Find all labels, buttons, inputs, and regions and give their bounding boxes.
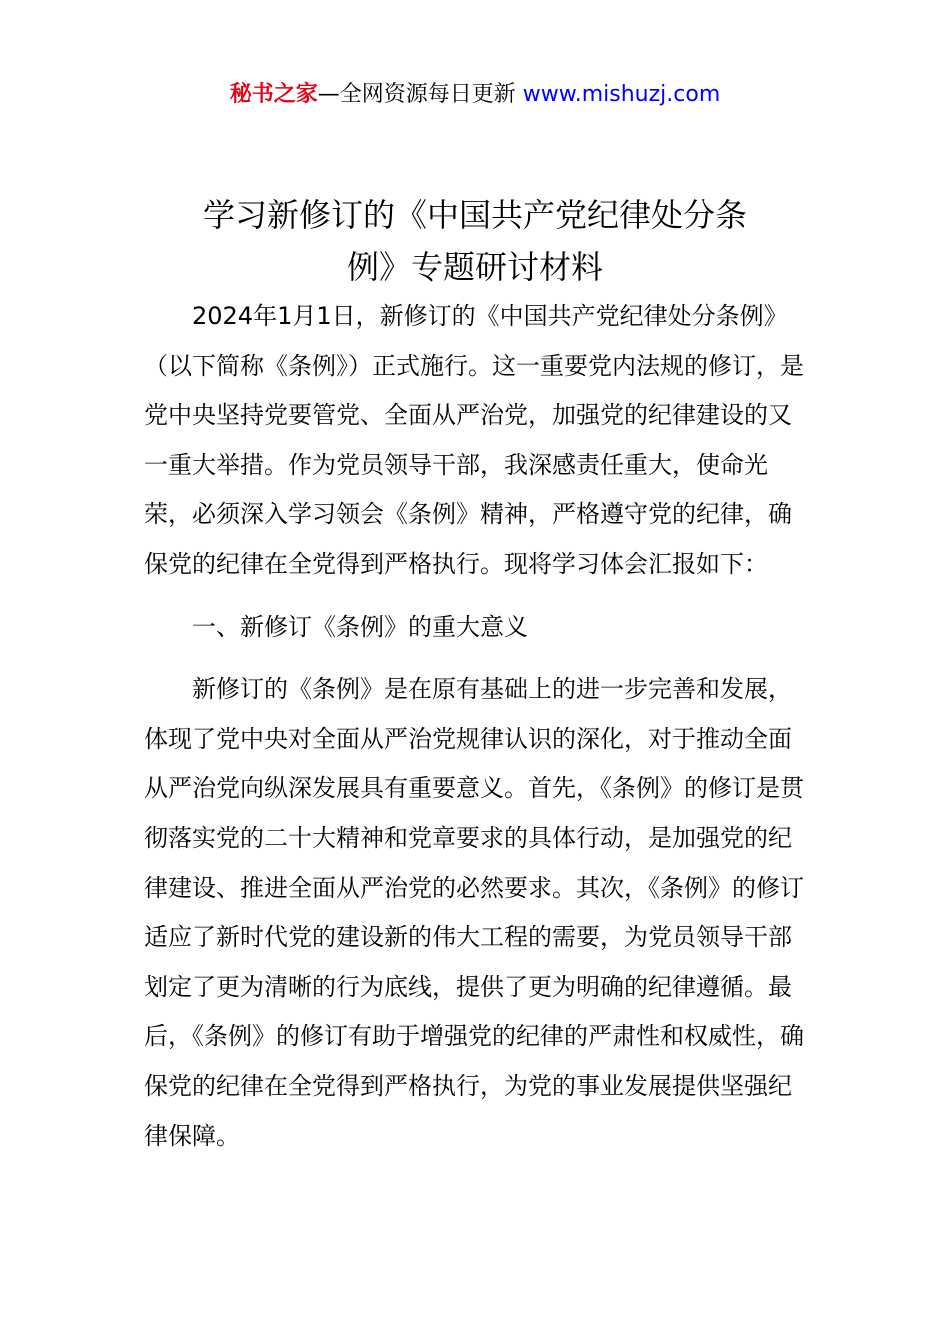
section-heading: 一、新修订《条例》的重大意义 [192,612,528,641]
site-header [0,78,950,112]
section-paragraph: 新修订的《条例》是在原有基础上的进一步完善和发展，体现了党中央对全面从严治党规律认识的深化，对于推动全面从严治党向纵深发展具有重要意义。首先，《条例》的修订是贯彻落实党的二十大精神和党章要求的具体行动，是加强党的纪律建设、推进全面从严治党的必然要求。其次，《条例》的修订适应了新时代党的建设新的伟大工程的需要，为党员领导干部划定了更为清晰的行为底线，提供了更为明确的纪律遵循。最后，《条例》的修订有助于增强党的纪律的严肃性和权威性，确保党的纪律在全党得到严格执行，为党的事业发展提供坚强纪律保障。 [144,675,804,1150]
site-url-link[interactable]: www.mishuzj.com [522,82,721,107]
intro-paragraph: 2024年1月1日，新修订的《中国共产党纪律处分条例》（以下简称《条例》）正式施行。这一重要党内法规的修订，是党中央坚持党要管党、全面从严治党，加强党的纪律建设的又一重大举措。作为党员领导干部，我深感责任重大，使命光荣，必须深入学习领会《条例》精神，严格遵守党的纪律，确保党的纪律在全党得到严格执行。现将学习体会汇报如下： [144,302,804,578]
brand-name: 秘书之家 [229,82,318,107]
title-line-2: 例》专题研讨材料 [346,248,603,287]
header-tagline: —全网资源每日更新 [317,82,523,107]
title-line-1: 学习新修订的《中国共产党纪律处分条 [202,196,747,235]
document-body [144,292,810,1161]
document-title [140,189,810,293]
